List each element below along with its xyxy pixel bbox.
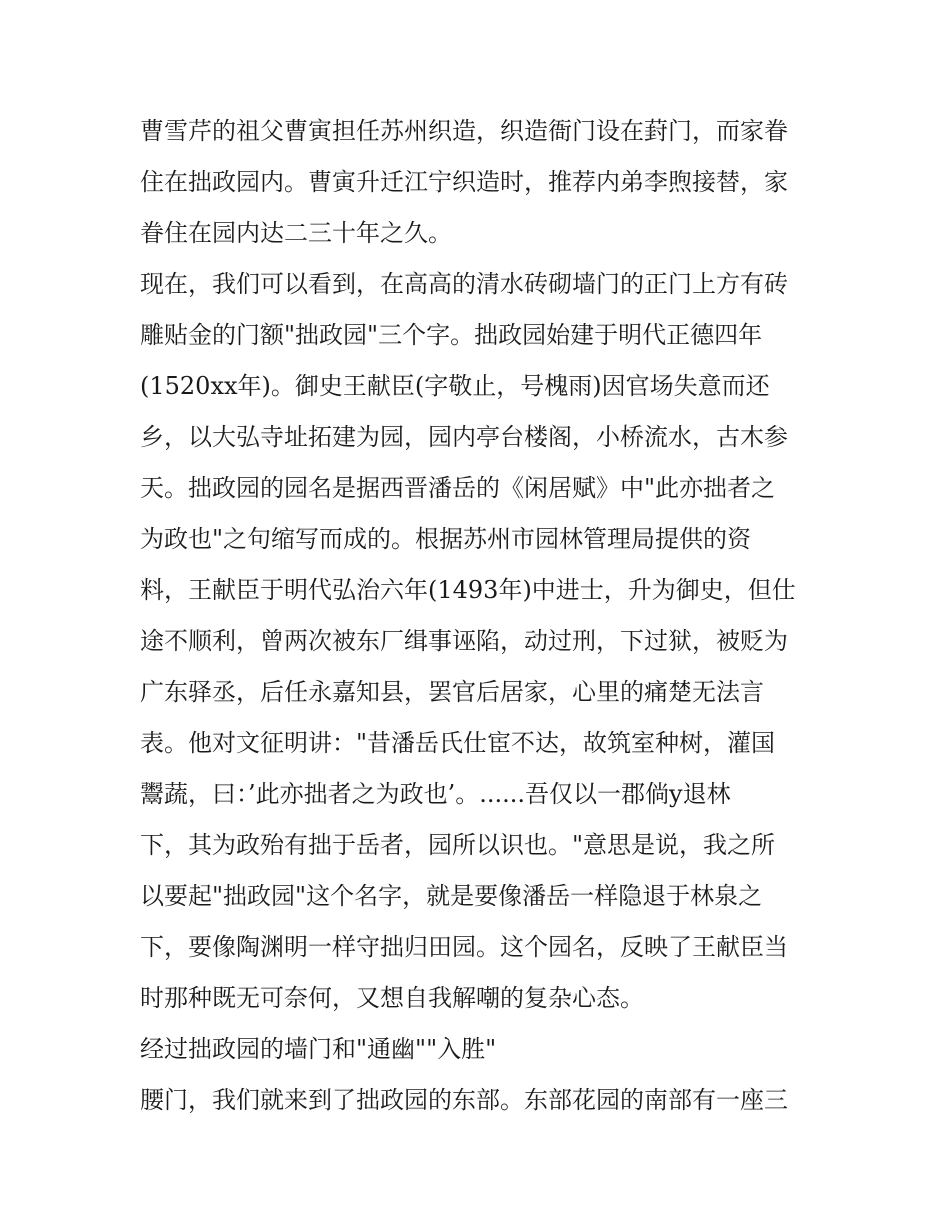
text-line: 时那种既无可奈何，又想自我解嘲的复杂心态。 bbox=[140, 984, 644, 1012]
text-line: 下，其为政殆有拙于岳者，园所以识也。"意思是说，我之所 bbox=[140, 831, 776, 859]
text-line: 住在拙政园内。曹寅升迁江宁织造时，推荐内弟李煦接替，家 bbox=[140, 168, 788, 196]
text-line: 以要起"拙政园"这个名字，就是要像潘岳一样隐退于林泉之 bbox=[140, 882, 763, 910]
text-line: 表。他对文征明讲："昔潘岳氏仕宦不达，故筑室种树，灌国 bbox=[140, 729, 776, 757]
body-text bbox=[140, 106, 830, 1126]
text-line: (1520xx年)。御史王献臣(字敬止，号槐雨)因官场失意而还 bbox=[140, 372, 770, 400]
text-line: 下，要像陶渊明一样守拙归田园。这个园名，反映了王献臣当 bbox=[140, 933, 788, 961]
text-line: 乡，以大弘寺址拓建为园，园内亭台楼阁，小桥流水，古木参 bbox=[140, 423, 788, 451]
text-line: 料，王献臣于明代弘治六年(1493年)中进士，升为御史，但仕 bbox=[140, 576, 796, 604]
text-line: 雕贴金的门额"拙政园"三个字。拙政园始建于明代正德四年 bbox=[140, 321, 763, 349]
text-line: 为政也"之句缩写而成的。根据苏州市园林管理局提供的资 bbox=[140, 525, 752, 553]
text-line: 天。拙政园的园名是据西晋潘岳的《闲居赋》中"此亦拙者之 bbox=[140, 474, 776, 502]
text-line: 曹雪芹的祖父曹寅担任苏州织造，织造衙门设在葑门，而家眷 bbox=[140, 117, 788, 145]
text-line: 眷住在园内达二三十年之久。 bbox=[140, 219, 452, 247]
text-line: 广东驿丞，后任永嘉知县，罢官后居家，心里的痛楚无法言 bbox=[140, 678, 764, 706]
text-line: 现在，我们可以看到，在高高的清水砖砌墙门的正门上方有砖 bbox=[140, 270, 788, 298]
text-line: 腰门，我们就来到了拙政园的东部。东部花园的南部有一座三 bbox=[140, 1086, 788, 1114]
text-line: 途不顺利，曾两次被东厂缉事诬陷，动过刑，下过狱，被贬为 bbox=[140, 627, 788, 655]
text-line: 经过拙政园的墙门和"通幽""入胜" bbox=[140, 1035, 497, 1063]
text-line: 鬻蔬，曰：’此亦拙者之为政也’。......吾仅以一郡倘y退林 bbox=[140, 780, 731, 808]
